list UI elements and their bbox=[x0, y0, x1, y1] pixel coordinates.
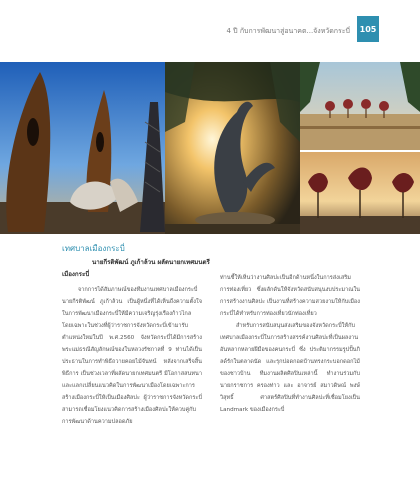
body-paragraph: จากการได้สัมภาษณ์ของทีมงานเทศบาลเมืองกระบี่นายกีรติพัฒน์ ภูเก้าล้วน เป็นผู้หนึ่งที่ได้เห็นถึงความตั้งใจในการพัฒนาเมืองกระบี่ให้มีความเจริญรุ่งเรืองก้าวไกล โดยเฉพาะในช่วงที่ผู้ว่าราชการจังหวัดกระบี่เข้ามารับตำแหน่งใหม่ในปี พ.ศ.2560 จังหวัดกระบี่ได้มีการสร้างพระแม่ธรณีสัญลักษณ์ของในหลวงรัชกาลที่ 9 ท่านได้เป็นประธานในการทำพิธีถวายคอยไม้จันทน์ หลังจากเสร็จสิ้นพิธีการ เป็นช่วงเวลาที่ผลัดนายกเทศมนตรี มีโอกาสสนทนาและแลกเปลี่ยนแนวคิดในการพัฒนาเมืองโดยเฉพาะการสร้างเมืองกระบี่ให้เป็นเมืองศิลปะ ผู้ว่าราชการจังหวัดกระบี่สามารถเชื่อมโยงแนวคิดการสร้างเมืองศิลปะให้ควบคู่กับการพัฒนาด้านความปลอดภัย bbox=[62, 287, 202, 425]
body-paragraph: สำหรับการสนับสนุนส่งเสริมของจังหวัดกระบี่ให้กับเทศบาลเมืองกระบี่ในการสร้างสรรค์งานศิลปะที่เป็นผลงานอันหลากหลายฝีมือของคนกระบี่ ซึ่ง ประติมากรรมรูปปั้นกิลด์รักในตลาดนัด และรุกปอดกอดบ้านทรงกระบอกดอกไม้ของชาวบ้าน ทีมงานผลิตศิลปินเหล่านี้ ทำงานร่วมกับ นายกราชการ ครองท่าว และ อาจารย์ สมาวดิษณ์ พงษ์วิสุทธิ์ ศาสตร์ศิลปินที่ทำงานศิลปะที่เชื่อมโยงเป็น Landmark ของเมืองกระบี่ bbox=[220, 323, 360, 413]
right-column bbox=[220, 272, 360, 416]
leaf-sculptures-photo bbox=[300, 152, 420, 234]
speaker-organization: เมืองกระบี่ bbox=[62, 271, 90, 278]
dolphin-sculpture-photo bbox=[165, 62, 300, 234]
left-column bbox=[62, 284, 202, 428]
body-paragraph: ท่านชี้ให้เห็นว่างานศิลปะเป็นอีกด้านหนึ่งในการส่งเสริมการท่องเที่ยว ซึ่งผลักดันให้จังหวัดสนับสนุนงบประมาณในการสร้างงานศิลปะ เป็นงานที่สร้างความสวยงามให้กับเมืองกระบี่ได้ทำหรับการท่องเที่ยวนักท่องเที่ยว bbox=[220, 275, 360, 317]
sculpture-row-photo bbox=[0, 62, 165, 234]
section-heading: เทศบาลเมืองกระบี่ bbox=[62, 244, 125, 253]
page-number: 105 bbox=[357, 16, 379, 42]
speaker-name: นายกีรติพัฒน์ ภูเก้าล้วน ผลัดนายกเทศมนตรี bbox=[92, 259, 210, 266]
running-header: 4 ปี กับการพัฒนาสู่อนาคต...จังหวัดกระบี่ bbox=[226, 27, 350, 35]
riverside-promenade-photo bbox=[300, 62, 420, 150]
